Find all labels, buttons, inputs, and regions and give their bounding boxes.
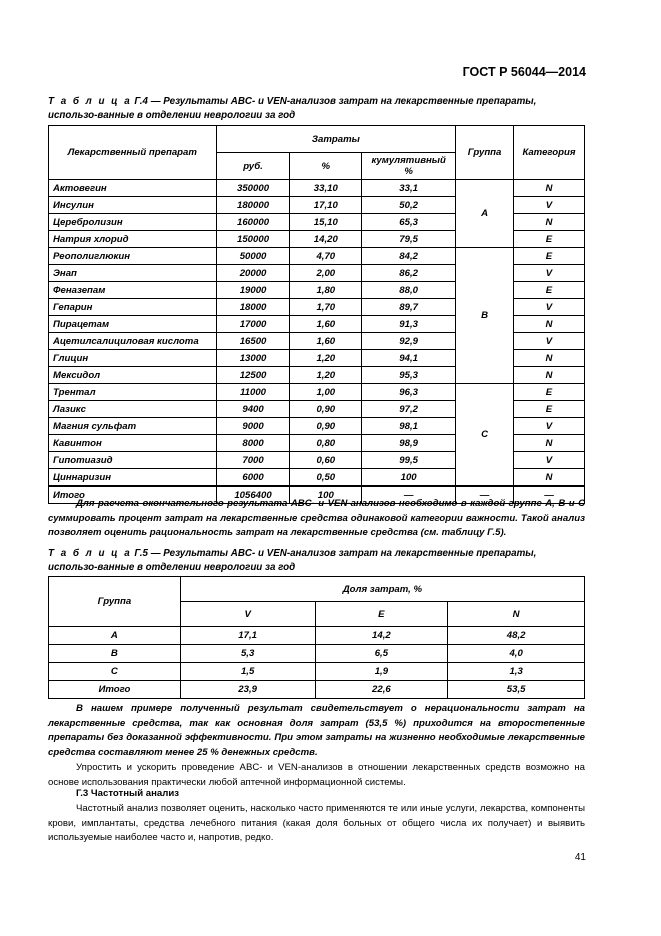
cum-cell: 33,1 — [362, 180, 456, 197]
header-pct: % — [290, 153, 362, 180]
v-cell: 17,1 — [180, 627, 315, 645]
header-drug: Лекарственный препарат — [49, 126, 217, 180]
cum-cell: 92,9 — [362, 333, 456, 350]
rub-cell: 50000 — [216, 248, 290, 265]
total-cum: — — [362, 486, 456, 504]
drug-name-cell: Мексидол — [49, 367, 217, 384]
pct-cell: 1,20 — [290, 367, 362, 384]
drug-name-cell: Инсулин — [49, 197, 217, 214]
total-category: — — [514, 486, 585, 504]
category-cell: V — [514, 197, 585, 214]
group-cell: A — [456, 180, 514, 248]
cum-cell: 84,2 — [362, 248, 456, 265]
cum-cell: 50,2 — [362, 197, 456, 214]
pct-cell: 1,70 — [290, 299, 362, 316]
cum-cell: 99,5 — [362, 452, 456, 469]
table-row — [49, 180, 585, 197]
drug-name-cell: Реополиглюкин — [49, 248, 217, 265]
pct-cell: 14,20 — [290, 231, 362, 248]
group-cell: C — [456, 384, 514, 487]
category-cell: V — [514, 333, 585, 350]
header-group: Группа — [49, 577, 181, 627]
caption-text: Г.4 — Результаты ABC- и VEN-анализов затрат на лекарственные препараты, использо-ванные в отделении неврологии за год — [48, 96, 537, 121]
cum-cell: 88,0 — [362, 282, 456, 299]
e-cell: 6,5 — [315, 645, 448, 663]
total-label: Итого — [49, 486, 217, 504]
e-cell: 14,2 — [315, 627, 448, 645]
header-v: V — [180, 602, 315, 627]
drug-name-cell: Глицин — [49, 350, 217, 367]
pct-cell: 33,10 — [290, 180, 362, 197]
category-cell: N — [514, 316, 585, 333]
group-cell: B — [456, 248, 514, 384]
rub-cell: 19000 — [216, 282, 290, 299]
cum-cell: 97,2 — [362, 401, 456, 418]
header-costs: Затраты — [216, 126, 455, 153]
drug-name-cell: Натрия хлорид — [49, 231, 217, 248]
caption-text: Г.5 — Результаты ABC- и VEN-анализов затрат на лекарственные препараты, использо-ванные в отделении неврологии за год — [48, 548, 537, 573]
rub-cell: 160000 — [216, 214, 290, 231]
header-rub: руб. — [216, 153, 290, 180]
pct-cell: 4,70 — [290, 248, 362, 265]
n-cell: 1,3 — [448, 663, 585, 681]
cum-cell: 91,3 — [362, 316, 456, 333]
pct-cell: 0,80 — [290, 435, 362, 452]
category-cell: E — [514, 231, 585, 248]
pct-cell: 15,10 — [290, 214, 362, 231]
header-category: Категория — [514, 126, 585, 180]
caption-label: Т а б л и ц а — [48, 96, 132, 107]
rub-cell: 11000 — [216, 384, 290, 401]
table-g5-caption — [48, 547, 588, 575]
category-cell: N — [514, 350, 585, 367]
cum-cell: 79,5 — [362, 231, 456, 248]
category-cell: N — [514, 367, 585, 384]
table-g5-body — [49, 627, 585, 699]
total-pct: 100 — [290, 486, 362, 504]
drug-name-cell: Актовегин — [49, 180, 217, 197]
drug-name-cell: Кавинтон — [49, 435, 217, 452]
category-cell: N — [514, 180, 585, 197]
category-cell: V — [514, 452, 585, 469]
drug-name-cell: Ацетилсалициловая кислота — [49, 333, 217, 350]
category-cell: V — [514, 418, 585, 435]
rub-cell: 180000 — [216, 197, 290, 214]
rub-cell: 6000 — [216, 469, 290, 487]
category-cell: N — [514, 435, 585, 452]
category-cell: E — [514, 401, 585, 418]
cum-cell: 89,7 — [362, 299, 456, 316]
drug-name-cell: Лазикс — [49, 401, 217, 418]
pct-cell: 1,00 — [290, 384, 362, 401]
group-cell: Итого — [49, 681, 181, 699]
page-number: 41 — [574, 852, 586, 863]
pct-cell: 2,00 — [290, 265, 362, 282]
v-cell: 1,5 — [180, 663, 315, 681]
drug-name-cell: Гепарин — [49, 299, 217, 316]
n-cell: 4,0 — [448, 645, 585, 663]
rub-cell: 9000 — [216, 418, 290, 435]
header-cum: кумулятивный % — [362, 153, 456, 180]
table-row — [49, 663, 585, 681]
rub-cell: 16500 — [216, 333, 290, 350]
category-cell: V — [514, 265, 585, 282]
cum-cell: 65,3 — [362, 214, 456, 231]
header-group: Группа — [456, 126, 514, 180]
section-heading: Г.3 Частотный анализ — [76, 788, 179, 799]
cum-cell: 98,1 — [362, 418, 456, 435]
drug-name-cell: Циннаризин — [49, 469, 217, 487]
caption-label: Т а б л и ц а — [48, 548, 132, 559]
table-g4 — [48, 125, 585, 504]
pct-cell: 1,20 — [290, 350, 362, 367]
table-g4-body — [49, 180, 585, 504]
rub-cell: 20000 — [216, 265, 290, 282]
cum-cell: 86,2 — [362, 265, 456, 282]
drug-name-cell: Феназепам — [49, 282, 217, 299]
group-cell: C — [49, 663, 181, 681]
table-g5 — [48, 576, 585, 699]
cum-cell: 94,1 — [362, 350, 456, 367]
cum-cell: 100 — [362, 469, 456, 487]
rub-cell: 350000 — [216, 180, 290, 197]
standard-number: ГОСТ Р 56044—2014 — [462, 65, 586, 79]
v-cell: 23,9 — [180, 681, 315, 699]
pct-cell: 0,50 — [290, 469, 362, 487]
paragraph-simplify: Упростить и ускорить проведение ABC- и VEN-анализов в отношении лекарственных средств возможно на основе использования практически любой аптечной информационной системы. — [48, 762, 585, 788]
v-cell: 5,3 — [180, 645, 315, 663]
header-e: E — [315, 602, 448, 627]
cum-cell: 95,3 — [362, 367, 456, 384]
rub-cell: 7000 — [216, 452, 290, 469]
category-cell: N — [514, 214, 585, 231]
pct-cell: 1,60 — [290, 333, 362, 350]
header-n: N — [448, 602, 585, 627]
pct-cell: 17,10 — [290, 197, 362, 214]
group-cell: A — [49, 627, 181, 645]
paragraph-conclusion: В нашем примере полученный результат свидетельствует о нерациональности затрат на лекарственные средства, так как основная доля затрат (53,5 %) приходится на второстепенные препараты без доказанной эффективности. При этом затраты на жизненно необходимые лекарственные средства составляют менее 25 % денежных средств. — [48, 703, 585, 758]
cum-cell: 98,9 — [362, 435, 456, 452]
rub-cell: 13000 — [216, 350, 290, 367]
drug-name-cell: Пирацетам — [49, 316, 217, 333]
category-cell: E — [514, 248, 585, 265]
rub-cell: 9400 — [216, 401, 290, 418]
paragraph-frequency: Частотный анализ позволяет оценить, насколько часто применяются те или иные услуги, лекарства, компоненты крови, имплантаты, средства лечебного питания (какая доля больных от общего числа их получает) и выявить используемые наиболее часто и, напротив, редко. — [48, 803, 585, 843]
table-row — [49, 384, 585, 401]
total-group: — — [456, 486, 514, 504]
table-row — [49, 645, 585, 663]
category-cell: N — [514, 469, 585, 487]
e-cell: 22,6 — [315, 681, 448, 699]
rub-cell: 150000 — [216, 231, 290, 248]
rub-cell: 17000 — [216, 316, 290, 333]
pct-cell: 0,60 — [290, 452, 362, 469]
drug-name-cell: Гипотиазид — [49, 452, 217, 469]
header-share: Доля затрат, % — [180, 577, 584, 602]
rub-cell: 18000 — [216, 299, 290, 316]
pct-cell: 0,90 — [290, 401, 362, 418]
paragraph-abc-ven-calc: Для расчета окончательного результата ABC- и VEN-анализов необходимо в каждой группе A, B и C суммировать процент затрат на лекарственные средства одинаковой категории важности. Такой анализ позволяет оценить рациональность затрат на лекарственные средства (см. таблицу Г.5). — [48, 498, 585, 538]
category-cell: V — [514, 299, 585, 316]
drug-name-cell: Энап — [49, 265, 217, 282]
rub-cell: 8000 — [216, 435, 290, 452]
n-cell: 53,5 — [448, 681, 585, 699]
cum-cell: 96,3 — [362, 384, 456, 401]
e-cell: 1,9 — [315, 663, 448, 681]
table-row — [49, 681, 585, 699]
total-rub: 1056400 — [216, 486, 290, 504]
rub-cell: 12500 — [216, 367, 290, 384]
drug-name-cell: Церебролизин — [49, 214, 217, 231]
drug-name-cell: Трентал — [49, 384, 217, 401]
pct-cell: 1,80 — [290, 282, 362, 299]
table-row — [49, 627, 585, 645]
drug-name-cell: Магния сульфат — [49, 418, 217, 435]
category-cell: E — [514, 384, 585, 401]
n-cell: 48,2 — [448, 627, 585, 645]
group-cell: B — [49, 645, 181, 663]
category-cell: E — [514, 282, 585, 299]
table-g4-caption — [48, 95, 588, 123]
table-row — [49, 248, 585, 265]
pct-cell: 1,60 — [290, 316, 362, 333]
pct-cell: 0,90 — [290, 418, 362, 435]
